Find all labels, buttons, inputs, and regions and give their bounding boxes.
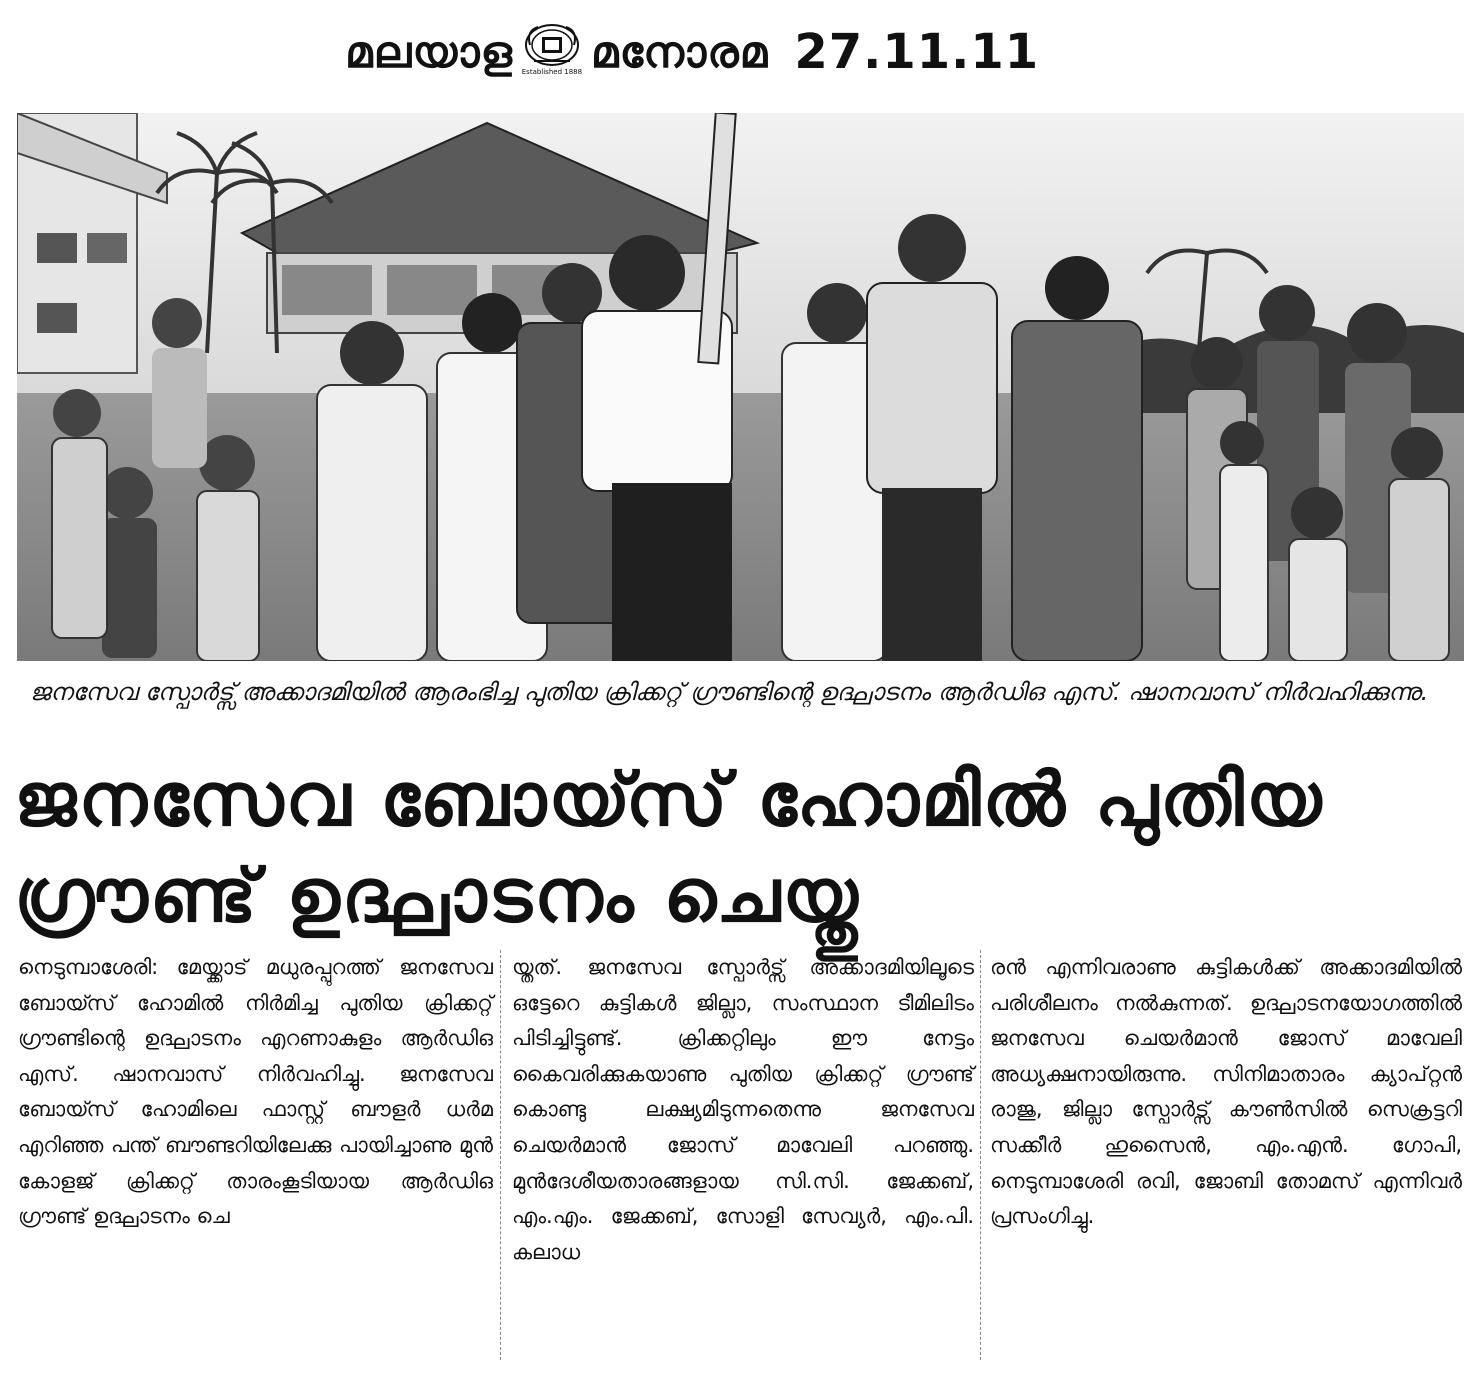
masthead-name-part1: മലയാള	[345, 26, 513, 78]
masthead	[345, 22, 1039, 82]
masthead-date: 27.11.11	[794, 24, 1040, 80]
masthead-emblem	[517, 23, 587, 81]
photo-caption: ജനസേവ സ്പോർട്സ് അക്കാദമിയിൽ ആരംഭിച്ച പുതിയ ക്രിക്കറ്റ് ഗ്രൗണ്ടിന്റെ ഉദ്ഘാടനം ആർഡിഒ എസ്. ഷാനവാസ് നിർവഹിക്കുന്നു.	[30, 678, 1429, 706]
article-column-3: രൻ എന്നിവരാണു കുട്ടികൾക്ക് അക്കാദമിയിൽ പരിശീലനം നൽകുന്നത്. ഉദ്ഘാടനയോഗത്തിൽ ജനസേവ ചെയർമാൻ ജോസ് മാവേലി അധ്യക്ഷനായിരുന്നു. സിനിമാതാരം ക്യാപ്റ്റൻ രാജു, ജില്ലാ സ്പോർട്സ് കൗൺസിൽ സെക്രട്ടറി സക്കീർ ഹുസൈൻ, എം.എൻ. ഗോപി, നെടുമ്പാശേരി രവി, ജോബി തോമസ് എന്നിവർ പ്രസംഗിച്ചു.	[990, 955, 1462, 1229]
headline-line-1: ജനസേവ ബോയ്സ് ഹോമിൽ പുതിയ	[14, 757, 1324, 843]
headline-line-2: ഗ്രൗണ്ട് ഉദ്ഘാടനം ചെയ്തു	[14, 853, 860, 939]
article-column-2: യ്തത്. ജനസേവ സ്പോർട്സ് അക്കാദമിയിലൂടെ ഒട്ടേറെ കുട്ടികൾ ജില്ലാ, സംസ്ഥാന ടീമിലിടം പിടിച്ചിട്ടുണ്ട്. ക്രിക്കറ്റിലും ഈ നേട്ടം കൈവരിക്കുകയാണു പുതിയ ക്രിക്കറ്റ് ഗ്രൗണ്ട് കൊണ്ടു ലക്ഷ്യമിടുന്നതെന്നു ജനസേവ ചെയർമാൻ ജോസ് മാവേലി പറഞ്ഞു. മുൻദേശീയതാരങ്ങളായ സി.സി. ജേക്കബ്, എം.എം. ജേക്കബ്, സോളി സേവ്യർ, എം.പി. കലാധ	[512, 955, 974, 1264]
headline	[14, 752, 1474, 944]
emblem-established-text: Established 1888	[521, 68, 583, 76]
column-divider	[500, 950, 501, 1360]
masthead-name-part2: മനോരമ	[590, 26, 769, 78]
article-column-1: നെടുമ്പാശേരി: മേയ്ക്കാട് മധുരപ്പുറത്ത് ജനസേവ ബോയ്സ് ഹോമിൽ നിർമിച്ച പുതിയ ക്രിക്കറ്റ് ഗ്രൗണ്ടിന്റെ ഉദ്ഘാടനം എറണാകുളം ആർഡിഒ എസ്. ഷാനവാസ് നിർവഹിച്ചു. ജനസേവ ബോയ്സ് ഹോമിലെ ഫാസ്റ്റ് ബൗളർ ധർമ എറിഞ്ഞ പന്ത് ബൗണ്ടറിയിലേക്കു പായിച്ചാണു മുൻ കോളജ് ക്രിക്കറ്റ് താരംകൂടിയായ ആർഡിഒ ഗ്രൗണ്ട് ഉദ്ഘാടനം ചെ	[18, 955, 493, 1229]
column-divider	[980, 950, 981, 1360]
news-photo	[17, 113, 1464, 661]
crest-icon	[524, 23, 580, 67]
